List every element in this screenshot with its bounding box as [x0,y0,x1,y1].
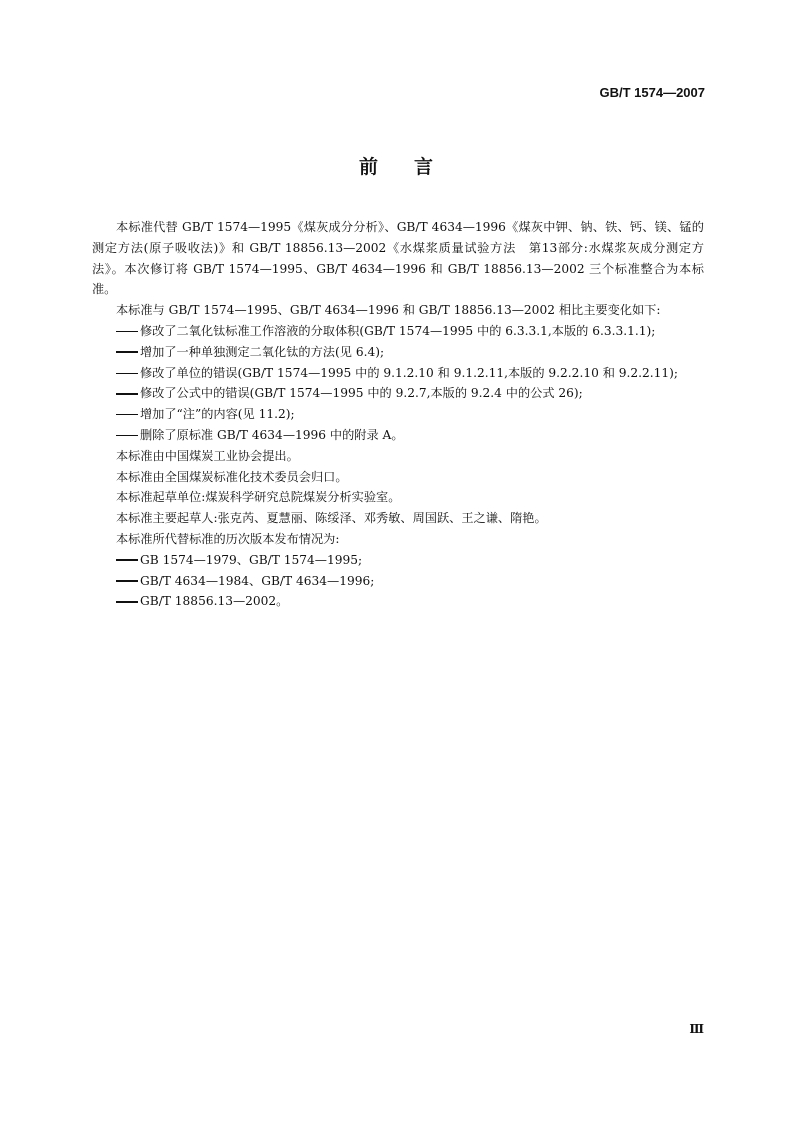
page-title [0,152,794,179]
dash-mark [116,383,140,404]
dash-mark [116,342,140,363]
change-item [92,342,704,363]
change-item-text: 增加了“注”的内容(见 11.2); [140,407,295,422]
page-number: Ⅲ [689,1022,704,1036]
proposer-paragraph: 本标准由中国煤炭工业协会提出。 [116,448,299,463]
dash-mark [116,550,140,571]
change-item-text: 修改了二氧化钛标准工作溶液的分取体积(GB/T 1574—1995 中的 6.3.3.1,本版的 6.3.3.1.1); [140,323,656,338]
change-item [92,425,704,446]
dash-mark [116,591,140,612]
change-item [92,363,704,384]
title-char-1: 前 [358,156,380,178]
drafting-unit-paragraph: 本标准起草单位:煤炭科学研究总院煤炭分析实验室。 [116,490,401,505]
change-item [92,404,704,425]
title-char-2: 言 [414,156,436,178]
document-body [92,217,704,612]
changes-intro: 本标准与 GB/T 1574—1995、GB/T 4634—1996 和 GB/T 18856.13—2002 相比主要变化如下: [116,303,661,318]
history-item-text: GB/T 18856.13—2002。 [140,594,289,609]
history-item [92,591,704,612]
dash-mark [116,571,140,592]
drafters-paragraph: 本标准主要起草人:张克芮、夏慧丽、陈绥泽、邓秀敏、周国跃、王之谦、隋艳。 [116,511,547,526]
committee-paragraph: 本标准由全国煤炭标准化技术委员会归口。 [116,469,348,484]
dash-mark [116,321,140,342]
history-item-text: GB 1574—1979、GB/T 1574—1995; [140,552,363,567]
dash-mark [116,404,140,425]
history-item [92,571,704,592]
history-intro: 本标准所代替标准的历次版本发布情况为: [116,531,340,546]
intro-paragraph: 本标准代替 GB/T 1574—1995《煤灰成分分析》、GB/T 4634—1996《煤灰中钾、钠、铁、钙、镁、锰的测定方法(原子吸收法)》和 GB/T 18856.13—2002《水煤浆质量试验方法 第13部分:水煤浆灰成分测定方法》。本次修订将 GB/T 1574—1995、GB/T 4634—1996 和 GB/T 18856.13—2002 三个标准整合为本标准。 [92,220,704,297]
change-item [92,321,704,342]
standard-code: GB/T 1574—2007 [599,85,705,100]
change-item-text: 修改了单位的错误(GB/T 1574—1995 中的 9.1.2.10 和 9.1.2.11,本版的 9.2.2.10 和 9.2.2.11); [140,365,679,380]
dash-mark [116,363,140,384]
change-item-text: 删除了原标准 GB/T 4634—1996 中的附录 A。 [140,427,404,442]
change-item [92,383,704,404]
history-item-text: GB/T 4634—1984、GB/T 4634—1996; [140,573,375,588]
history-item [92,550,704,571]
change-item-text: 增加了一种单独测定二氧化钛的方法(见 6.4); [140,344,385,359]
change-item-text: 修改了公式中的错误(GB/T 1574—1995 中的 9.2.7,本版的 9.2.4 中的公式 26); [140,386,583,401]
dash-mark [116,425,140,446]
